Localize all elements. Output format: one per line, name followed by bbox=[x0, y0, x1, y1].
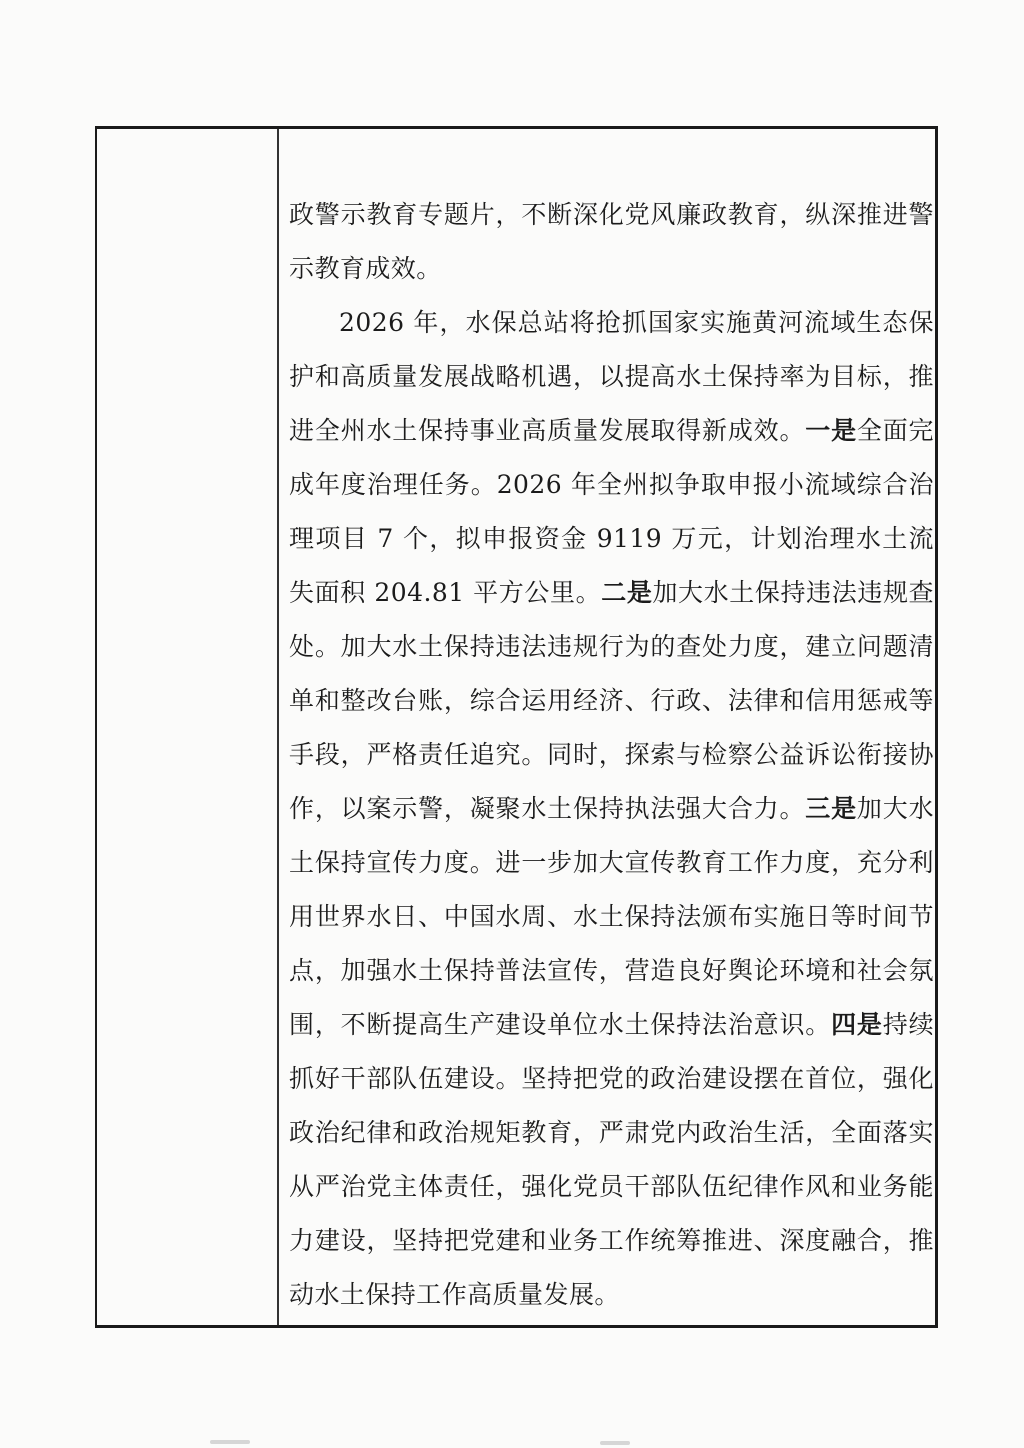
plan-intro: 2026 年，水保总站将抢抓国家实施黄河流域生态保护和高质量发展战略机遇，以提高水土保持率为目标，推进全州水土保持事业高质量发展取得新成效。 bbox=[289, 308, 934, 445]
form-table bbox=[95, 126, 938, 1328]
scan-artifact bbox=[210, 1440, 250, 1444]
content-cell bbox=[289, 188, 934, 1322]
item1-lead: 一是 bbox=[805, 416, 857, 445]
column-divider bbox=[277, 129, 279, 1325]
item3-text: 加大水土保持宣传力度。进一步加大宣传教育工作力度，充分利用世界水日、中国水周、水土保持法颁布实施日等时间节点，加强水土保持普法宣传，营造良好舆论环境和社会氛围，不断提高生产建设单位水土保持法治意识。 bbox=[289, 794, 934, 1039]
item2-lead: 二是 bbox=[601, 578, 653, 607]
item1-text: 全面完成年度治理任务。2026 年全州拟争取申报小流域综合治理项目 7 个，拟申报资金 9119 万元，计划治理水土流失面积 204.81 平方公里。 bbox=[289, 416, 934, 607]
item4-lead: 四是 bbox=[831, 1010, 883, 1039]
paragraph-continuation: 政警示教育专题片，不断深化党风廉政教育，纵深推进警示教育成效。 bbox=[289, 200, 934, 283]
item4-text: 持续抓好干部队伍建设。坚持把党的政治建设摆在首位，强化政治纪律和政治规矩教育，严肃党内政治生活，全面落实从严治党主体责任，强化党员干部队伍纪律作风和业务能力建设，坚持把党建和业务工作统筹推进、深度融合，推动水土保持工作高质量发展。 bbox=[289, 1010, 935, 1309]
item2-text: 加大水土保持违法违规查处。加大水土保持违法违规行为的查处力度，建立问题清单和整改台账，综合运用经济、行政、法律和信用惩戒等手段，严格责任追究。同时，探索与检察公益诉讼衔接协作，以案示警，凝聚水土保持执法强大合力。 bbox=[289, 578, 935, 823]
scan-artifact bbox=[600, 1441, 630, 1445]
item3-lead: 三是 bbox=[805, 794, 857, 823]
paragraph-plan-2026 bbox=[289, 296, 934, 1322]
label-cell bbox=[97, 129, 277, 1325]
